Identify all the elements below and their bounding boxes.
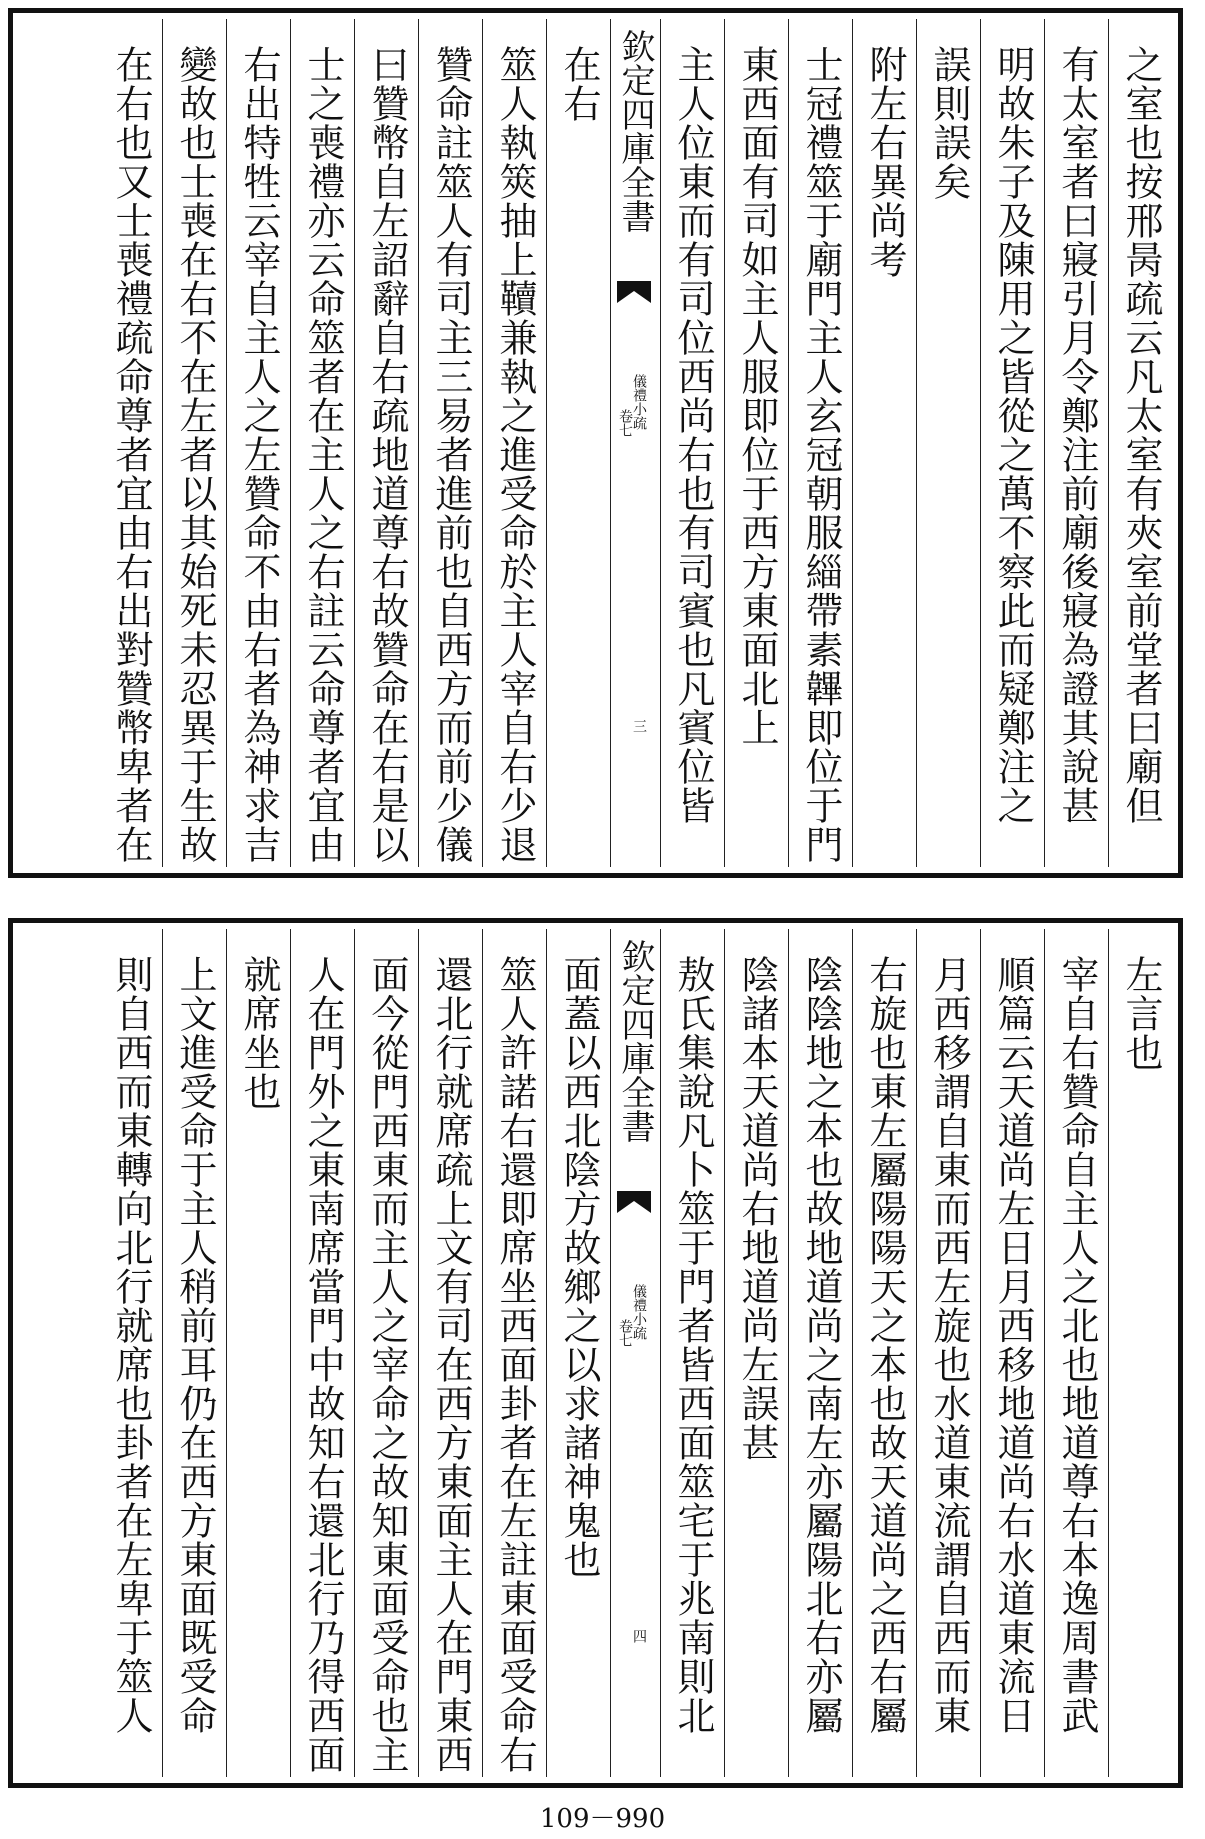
text-column: 東西面有司如主人服即位于西方東面北上 xyxy=(724,19,788,867)
text-column: 順篇云天道尚左日月西移地道尚右水道東流日 xyxy=(980,929,1044,1777)
text-column: 面蓋以西北陰方故鄉之以求諸神鬼也 xyxy=(546,929,610,1777)
text-column: 筮人執筴抽上韇兼執之進受命於主人宰自右少退 xyxy=(482,19,546,867)
text-column: 右旋也東左屬陽陽天之本也故天道尚之西右屬 xyxy=(852,929,916,1777)
text-column: 曰贊幣自左詔辭自右疏地道尊右故贊命在右是以 xyxy=(354,19,418,867)
text-columns xyxy=(19,19,1172,867)
volume-label: 卷七 xyxy=(617,409,633,437)
text-column: 上文進受命于主人稍前耳仍在西方東面既受命 xyxy=(162,929,226,1777)
text-column: 宰自右贊命自主人之北也地道尊右本逸周書武 xyxy=(1044,929,1108,1777)
collection-title: 欽定四庫全書 xyxy=(615,29,655,233)
volume-label: 卷七 xyxy=(617,1319,633,1347)
text-column: 主人位東而有司位西尚右也有司賓也凡賓位皆 xyxy=(660,19,724,867)
text-column: 右出特牲云宰自主人之左贊命不由右者為神求吉 xyxy=(226,19,290,867)
book-title: 儀禮小疏 xyxy=(631,374,647,430)
fish-tail-mark-icon xyxy=(617,281,651,303)
center-margin xyxy=(610,929,660,1777)
page-lower xyxy=(8,918,1183,1788)
text-column: 明故朱子及陳用之皆從之萬不察此而疑鄭注之 xyxy=(980,19,1044,867)
text-column: 誤則誤矣 xyxy=(916,19,980,867)
page-upper xyxy=(8,8,1183,878)
text-column: 在右 xyxy=(546,19,610,867)
leaf-number: 三 xyxy=(631,719,647,733)
text-column: 就席坐也 xyxy=(226,929,290,1777)
book-title: 儀禮小疏 xyxy=(631,1284,647,1340)
text-column: 人在門外之東南席當門中故知右還北行乃得西面 xyxy=(290,929,354,1777)
text-column: 還北行就席疏上文有司在西方東面主人在門東西 xyxy=(418,929,482,1777)
text-column: 有太室者曰寢引月令鄭注前廟後寢為證其說甚 xyxy=(1044,19,1108,867)
text-column: 陰陰地之本也故地道尚之南左亦屬陽北右亦屬 xyxy=(788,929,852,1777)
leaf-number: 四 xyxy=(631,1629,647,1643)
text-column: 士之喪禮亦云命筮者在主人之右註云命尊者宜由 xyxy=(290,19,354,867)
text-column: 之室也按邢昺疏云凡太室有夾室前堂者曰廟但 xyxy=(1108,19,1172,867)
text-column: 變故也士喪在右不在左者以其始死未忍異于生故 xyxy=(162,19,226,867)
center-margin xyxy=(610,19,660,867)
text-column: 左言也 xyxy=(1108,929,1172,1777)
text-column: 則自西而東轉向北行就席也卦者在左卑于筮人 xyxy=(109,955,153,1735)
text-column: 面今從門西東而主人之宰命之故知東面受命也主 xyxy=(354,929,418,1777)
text-column: 士冠禮筮于廟門主人玄冠朝服緇帶素韠即位于門 xyxy=(788,19,852,867)
text-column: 筮人許諾右還即席坐西面卦者在左註東面受命右 xyxy=(482,929,546,1777)
text-column: 月西移謂自東而西左旋也水道東流謂自西而東 xyxy=(916,929,980,1777)
text-column: 附左右異尚考 xyxy=(852,19,916,867)
text-column: 贊命註筮人有司主三易者進前也自西方而前少儀 xyxy=(418,19,482,867)
page-number: 109－990 xyxy=(539,1804,666,1834)
fish-tail-mark-icon xyxy=(617,1191,651,1213)
text-column: 在右也又士喪禮疏命尊者宜由右出對贊幣卑者在 xyxy=(109,45,153,864)
text-column: 敖氏集說凡卜筮于門者皆西面筮宅于兆南則北 xyxy=(660,929,724,1777)
text-column: 陰諸本天道尚右地道尚左誤甚 xyxy=(724,929,788,1777)
text-columns xyxy=(19,929,1172,1777)
collection-title: 欽定四庫全書 xyxy=(615,939,655,1143)
